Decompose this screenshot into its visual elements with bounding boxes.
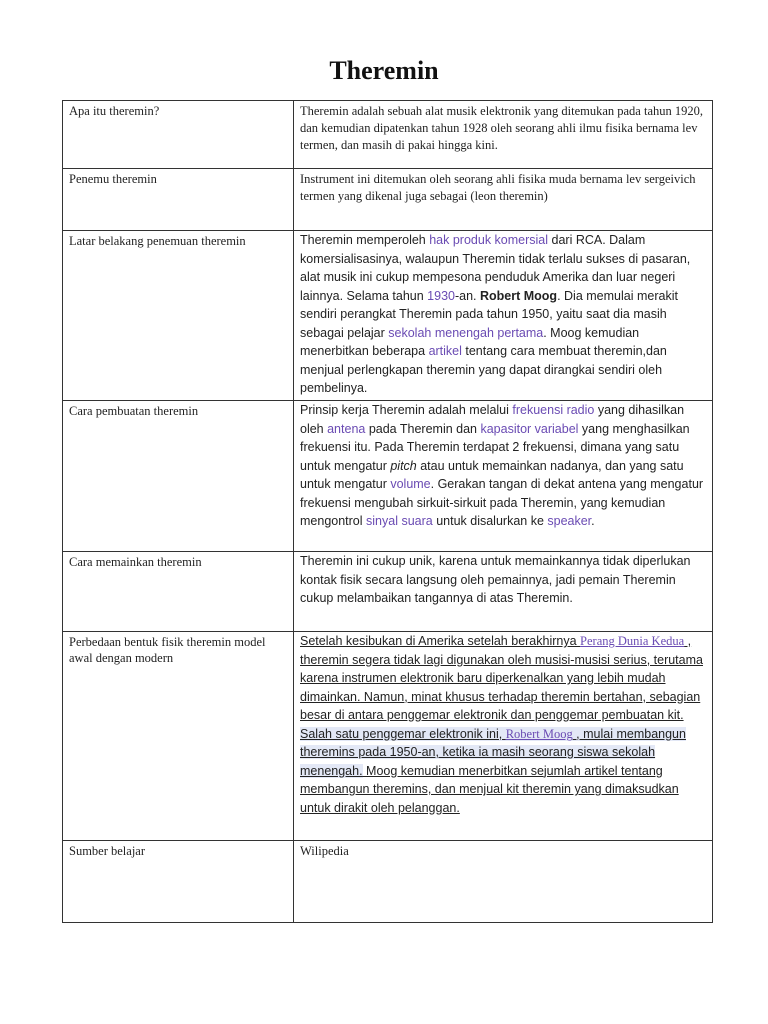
highlighted-segment: , mulai membangun theremins pada 1950-an, ketika ia masih seorang siswa sekolah menengah.	[300, 726, 686, 778]
bold-robert-moog: Robert Moog	[480, 288, 558, 303]
link-speaker[interactable]: speaker	[547, 514, 592, 528]
page-title: Theremin	[329, 56, 439, 85]
row-label: Apa itu theremin?	[63, 101, 294, 169]
theremin-table	[62, 100, 713, 923]
text-segment: Moog kemudian menerbitkan sejumlah artikel tentang membangun theremins, dan menjual kit theremin yang dimaksudkan untuk dirakit oleh pelanggan.	[300, 763, 679, 815]
text-segment: . Dia memulai merakit sendiri perangkat Theremin pada tahun 1950, yaitu saat dia masih sebagai pelajar	[300, 288, 678, 340]
text-segment: -an.	[454, 288, 480, 303]
table-row	[63, 101, 713, 169]
link-hak-produk-komersial[interactable]: hak produk komersial	[429, 233, 549, 247]
link-sinyal-suara[interactable]: sinyal suara	[366, 514, 433, 528]
table-row	[63, 231, 713, 401]
row-content	[294, 632, 713, 841]
table-row	[63, 401, 713, 552]
row-content: Wilipedia	[294, 841, 713, 923]
text-segment: , theremin segera tidak lagi digunakan oleh musisi-musisi serius, terutama karena instrumen elektronik baru diperkenalkan yang lebih mudah dimainkan.	[300, 634, 703, 704]
row-label: Cara pembuatan theremin	[63, 401, 294, 552]
row-content	[294, 231, 713, 401]
link-robert-moog[interactable]: Robert Moog	[505, 726, 573, 741]
row-label: Penemu theremin	[63, 169, 294, 231]
link-frekuensi-radio[interactable]: frekuensi radio	[512, 403, 595, 417]
row-label: Latar belakang penemuan theremin	[63, 231, 294, 401]
row-label: Perbedaan bentuk fisik theremin model awal dengan modern	[63, 632, 294, 841]
table-row	[63, 552, 713, 632]
text-segment: Prinsip kerja Theremin adalah melalui	[300, 403, 513, 417]
link-artikel[interactable]: artikel	[428, 344, 462, 358]
italic-pitch: pitch	[390, 458, 417, 473]
text-segment: untuk disalurkan ke	[432, 514, 548, 528]
text-segment: yang menghasilkan frekuensi itu. Pada Theremin terdapat 2 frekuensi, dimana yang satu untuk mengatur	[300, 421, 690, 473]
link-1930[interactable]: 1930	[427, 288, 455, 303]
text-segment: atau untuk memainkan nadanya, dan yang satu untuk mengatur	[300, 458, 684, 491]
row-content: Instrument ini ditemukan oleh seorang ahli fisika muda bernama lev sergeivich termen yang dikenal juga sebagai (leon theremin)	[294, 169, 713, 231]
text-segment: . Moog kemudian menerbitkan beberapa	[300, 325, 640, 358]
text-segment: Setelah kesibukan di Amerika setelah berakhirnya	[300, 634, 581, 648]
text-segment: tentang cara membuat theremin,dan menjual perlengkapan theremin yang dapat dirangkai sendiri oleh pembelinya.	[300, 344, 667, 395]
row-content: Theremin ini cukup unik, karena untuk memainkannya tidak diperlukan kontak fisik secara langsung oleh pemainnya, jadi pemain Theremin cukup melambaikan tangannya di atas Theremin.	[294, 552, 713, 632]
link-volume[interactable]: volume	[390, 477, 431, 491]
text-segment: pada Theremin dan	[365, 421, 481, 436]
text-segment: Namun, minat khusus terhadap theremin bertahan, sebagian besar di antara penggemar elektronik dan penggemar pembuatan kit.	[300, 689, 701, 722]
text-segment: . Gerakan tangan di dekat antena yang mengatur frekuensi mengubah sirkuit-sirkuit pada Theremin, yang kemudian mengontrol	[300, 477, 704, 528]
text-segment: yang dihasilkan oleh	[300, 403, 685, 436]
table-row	[63, 632, 713, 841]
link-sekolah-menengah-pertama[interactable]: sekolah menengah pertama	[388, 325, 544, 340]
table-row	[63, 169, 713, 231]
text-segment: Theremin memperoleh	[300, 233, 430, 247]
text-segment: dari RCA. Dalam komersialisasinya, walaupun Theremin tidak terlalu sukses di pasaran, alat musik ini cukup mempesona penduduk Amerika dan luar negeri lainnya. Selama tahun	[300, 233, 691, 303]
text-segment: .	[591, 514, 595, 528]
link-kapasitor-variabel[interactable]: kapasitor variabel	[480, 421, 579, 436]
link-antena[interactable]: antena	[327, 421, 366, 436]
link-perang-dunia-kedua[interactable]: Perang Dunia Kedua	[580, 634, 685, 648]
row-label: Cara memainkan theremin	[63, 552, 294, 632]
row-content	[294, 401, 713, 552]
highlighted-segment: Salah satu penggemar elektronik ini,	[300, 726, 506, 741]
table-row	[63, 841, 713, 923]
row-label: Sumber belajar	[63, 841, 294, 923]
row-content: Theremin adalah sebuah alat musik elektronik yang ditemukan pada tahun 1920, dan kemudian dipatenkan tahun 1928 oleh seorang ahli ilmu fisika bernama lev termen, dan masih di pakai hingga kini.	[294, 101, 713, 169]
